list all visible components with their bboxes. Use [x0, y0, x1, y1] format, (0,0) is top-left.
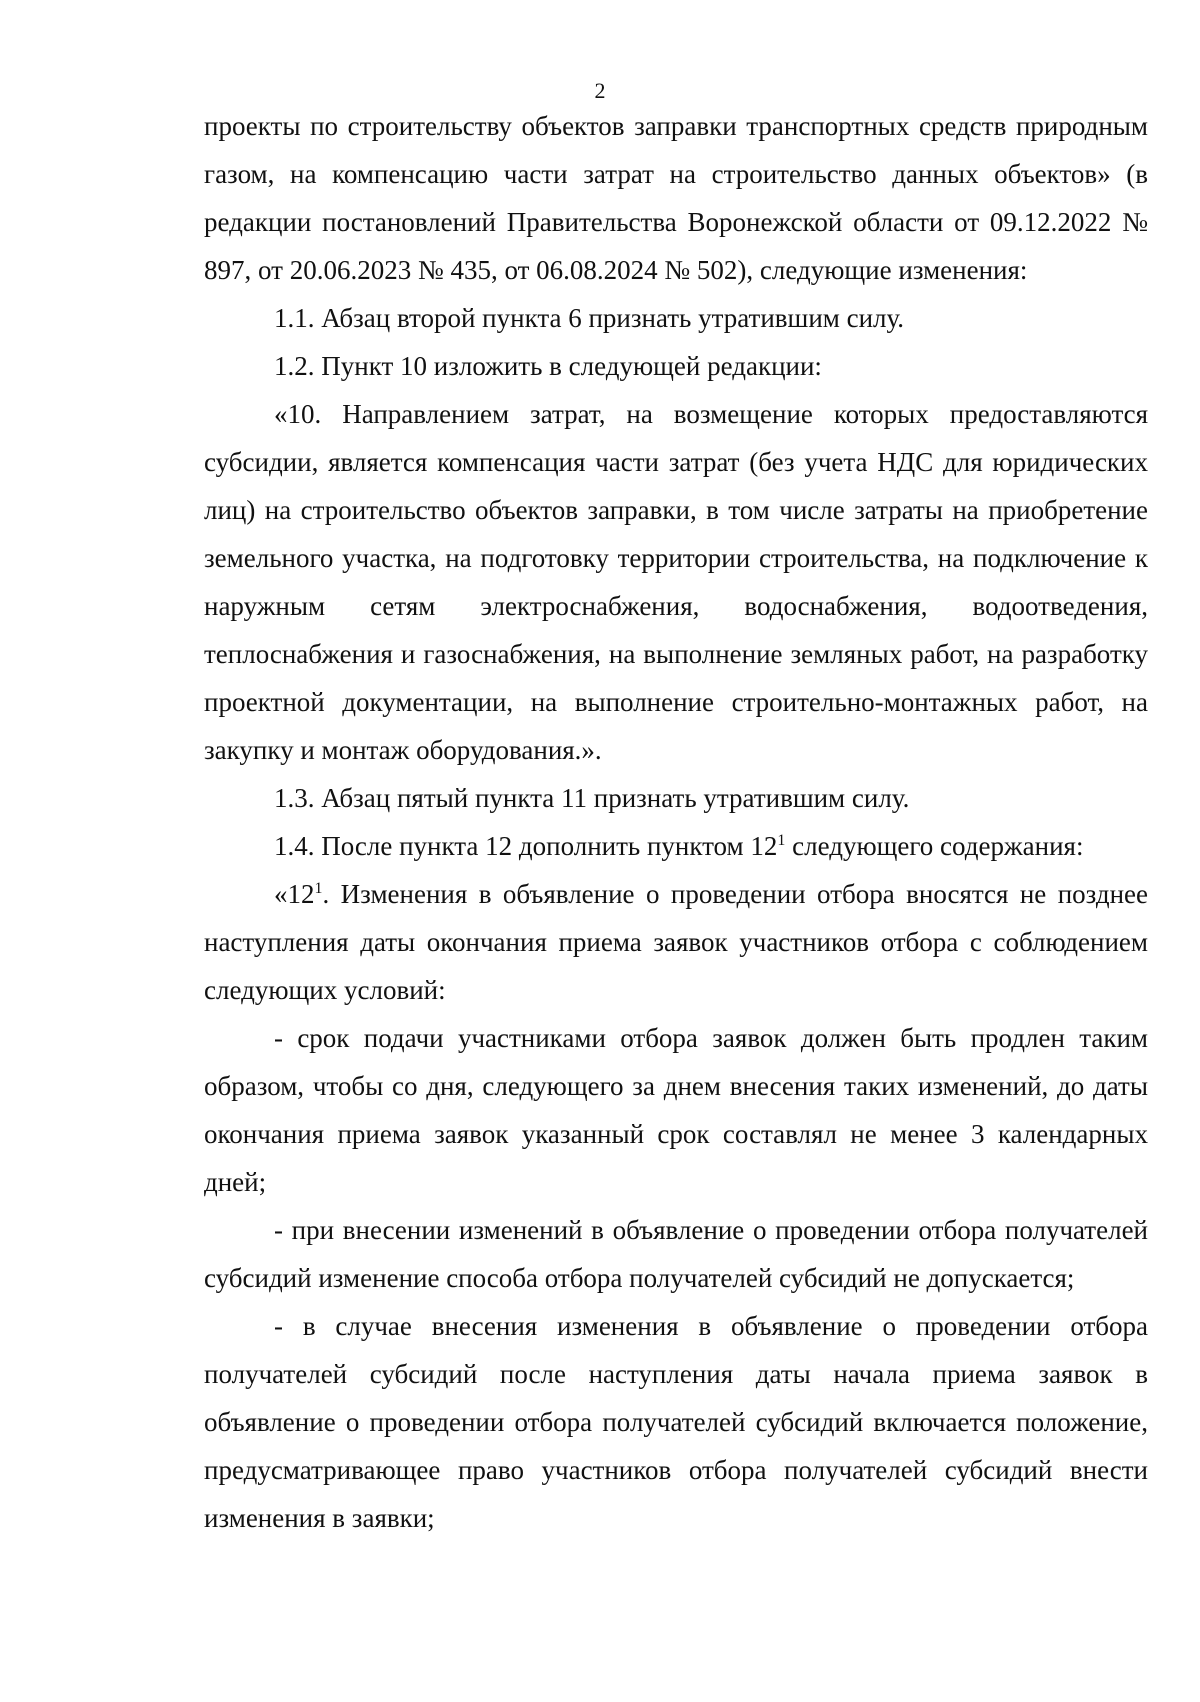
item-12-1-number: «12 — [274, 879, 315, 909]
item-1-4-superscript: 1 — [777, 832, 786, 849]
paragraph-item-10-text: «10. Направлением затрат, на возмещение которых предоставляются субсидии, является компенсация части затрат (без учета НДС для юридических лиц) на строительство объектов заправки, в том числе затраты на приобретение земельного участка, на подготовку территории строительства, на подключение к наружным сетям электроснабжения, водоснабжения, водоотведения, теплоснабжения и газоснабжения, на выполнение земляных работ, на разработку проектной документации, на выполнение строительно-монтажных работ, на закупку и монтаж оборудования.». — [204, 399, 1148, 765]
paragraph-item-1-3: 1.3. Абзац пятый пункта 11 признать утратившим силу. — [274, 783, 910, 813]
item-12-1-text: . Изменения в объявление о проведении отбора вносятся не позднее наступления даты окончания приема заявок участников отбора с соблюдением следующих условий: — [204, 879, 1148, 1005]
item-12-1-superscript: 1 — [314, 880, 323, 897]
paragraph-item-12-1 — [204, 870, 1148, 1014]
paragraph-item-1-1: 1.1. Абзац второй пункта 6 признать утратившим силу. — [274, 303, 905, 333]
paragraph-condition-deadline: - срок подачи участниками отбора заявок должен быть продлен таким образом, чтобы со дня, следующего за днем внесения таких изменений, до даты окончания приема заявок указанный срок составлял не менее 3 календарных дней; — [204, 1023, 1148, 1197]
paragraph-item-1-4 — [204, 822, 1148, 870]
item-1-4-text-end: следующего содержания: — [785, 831, 1084, 861]
paragraph-condition-applications: - в случае внесения изменения в объявление о проведении отбора получателей субсидий после наступления даты начала приема заявок в объявление о проведении отбора получателей субсидий включается положение, предусматривающее право участников отбора получателей субсидий внести изменения в заявки; — [204, 1311, 1148, 1533]
document-body — [204, 102, 1148, 1542]
page-number: 2 — [594, 78, 606, 103]
paragraph-item-1-2: 1.2. Пункт 10 изложить в следующей редакции: — [274, 351, 822, 381]
item-1-4-text: 1.4. После пункта 12 дополнить пунктом 12 — [274, 831, 778, 861]
paragraph-continuation: проекты по строительству объектов заправки транспортных средств природным газом, на компенсацию части затрат на строительство данных объектов» (в редакции постановлений Правительства Воронежской области от 09.12.2022 № 897, от 20.06.2023 № 435, от 06.08.2024 № 502), следующие изменения: — [204, 111, 1148, 285]
paragraph-condition-method: - при внесении изменений в объявление о проведении отбора получателей субсидий изменение способа отбора получателей субсидий не допускается; — [204, 1215, 1148, 1293]
